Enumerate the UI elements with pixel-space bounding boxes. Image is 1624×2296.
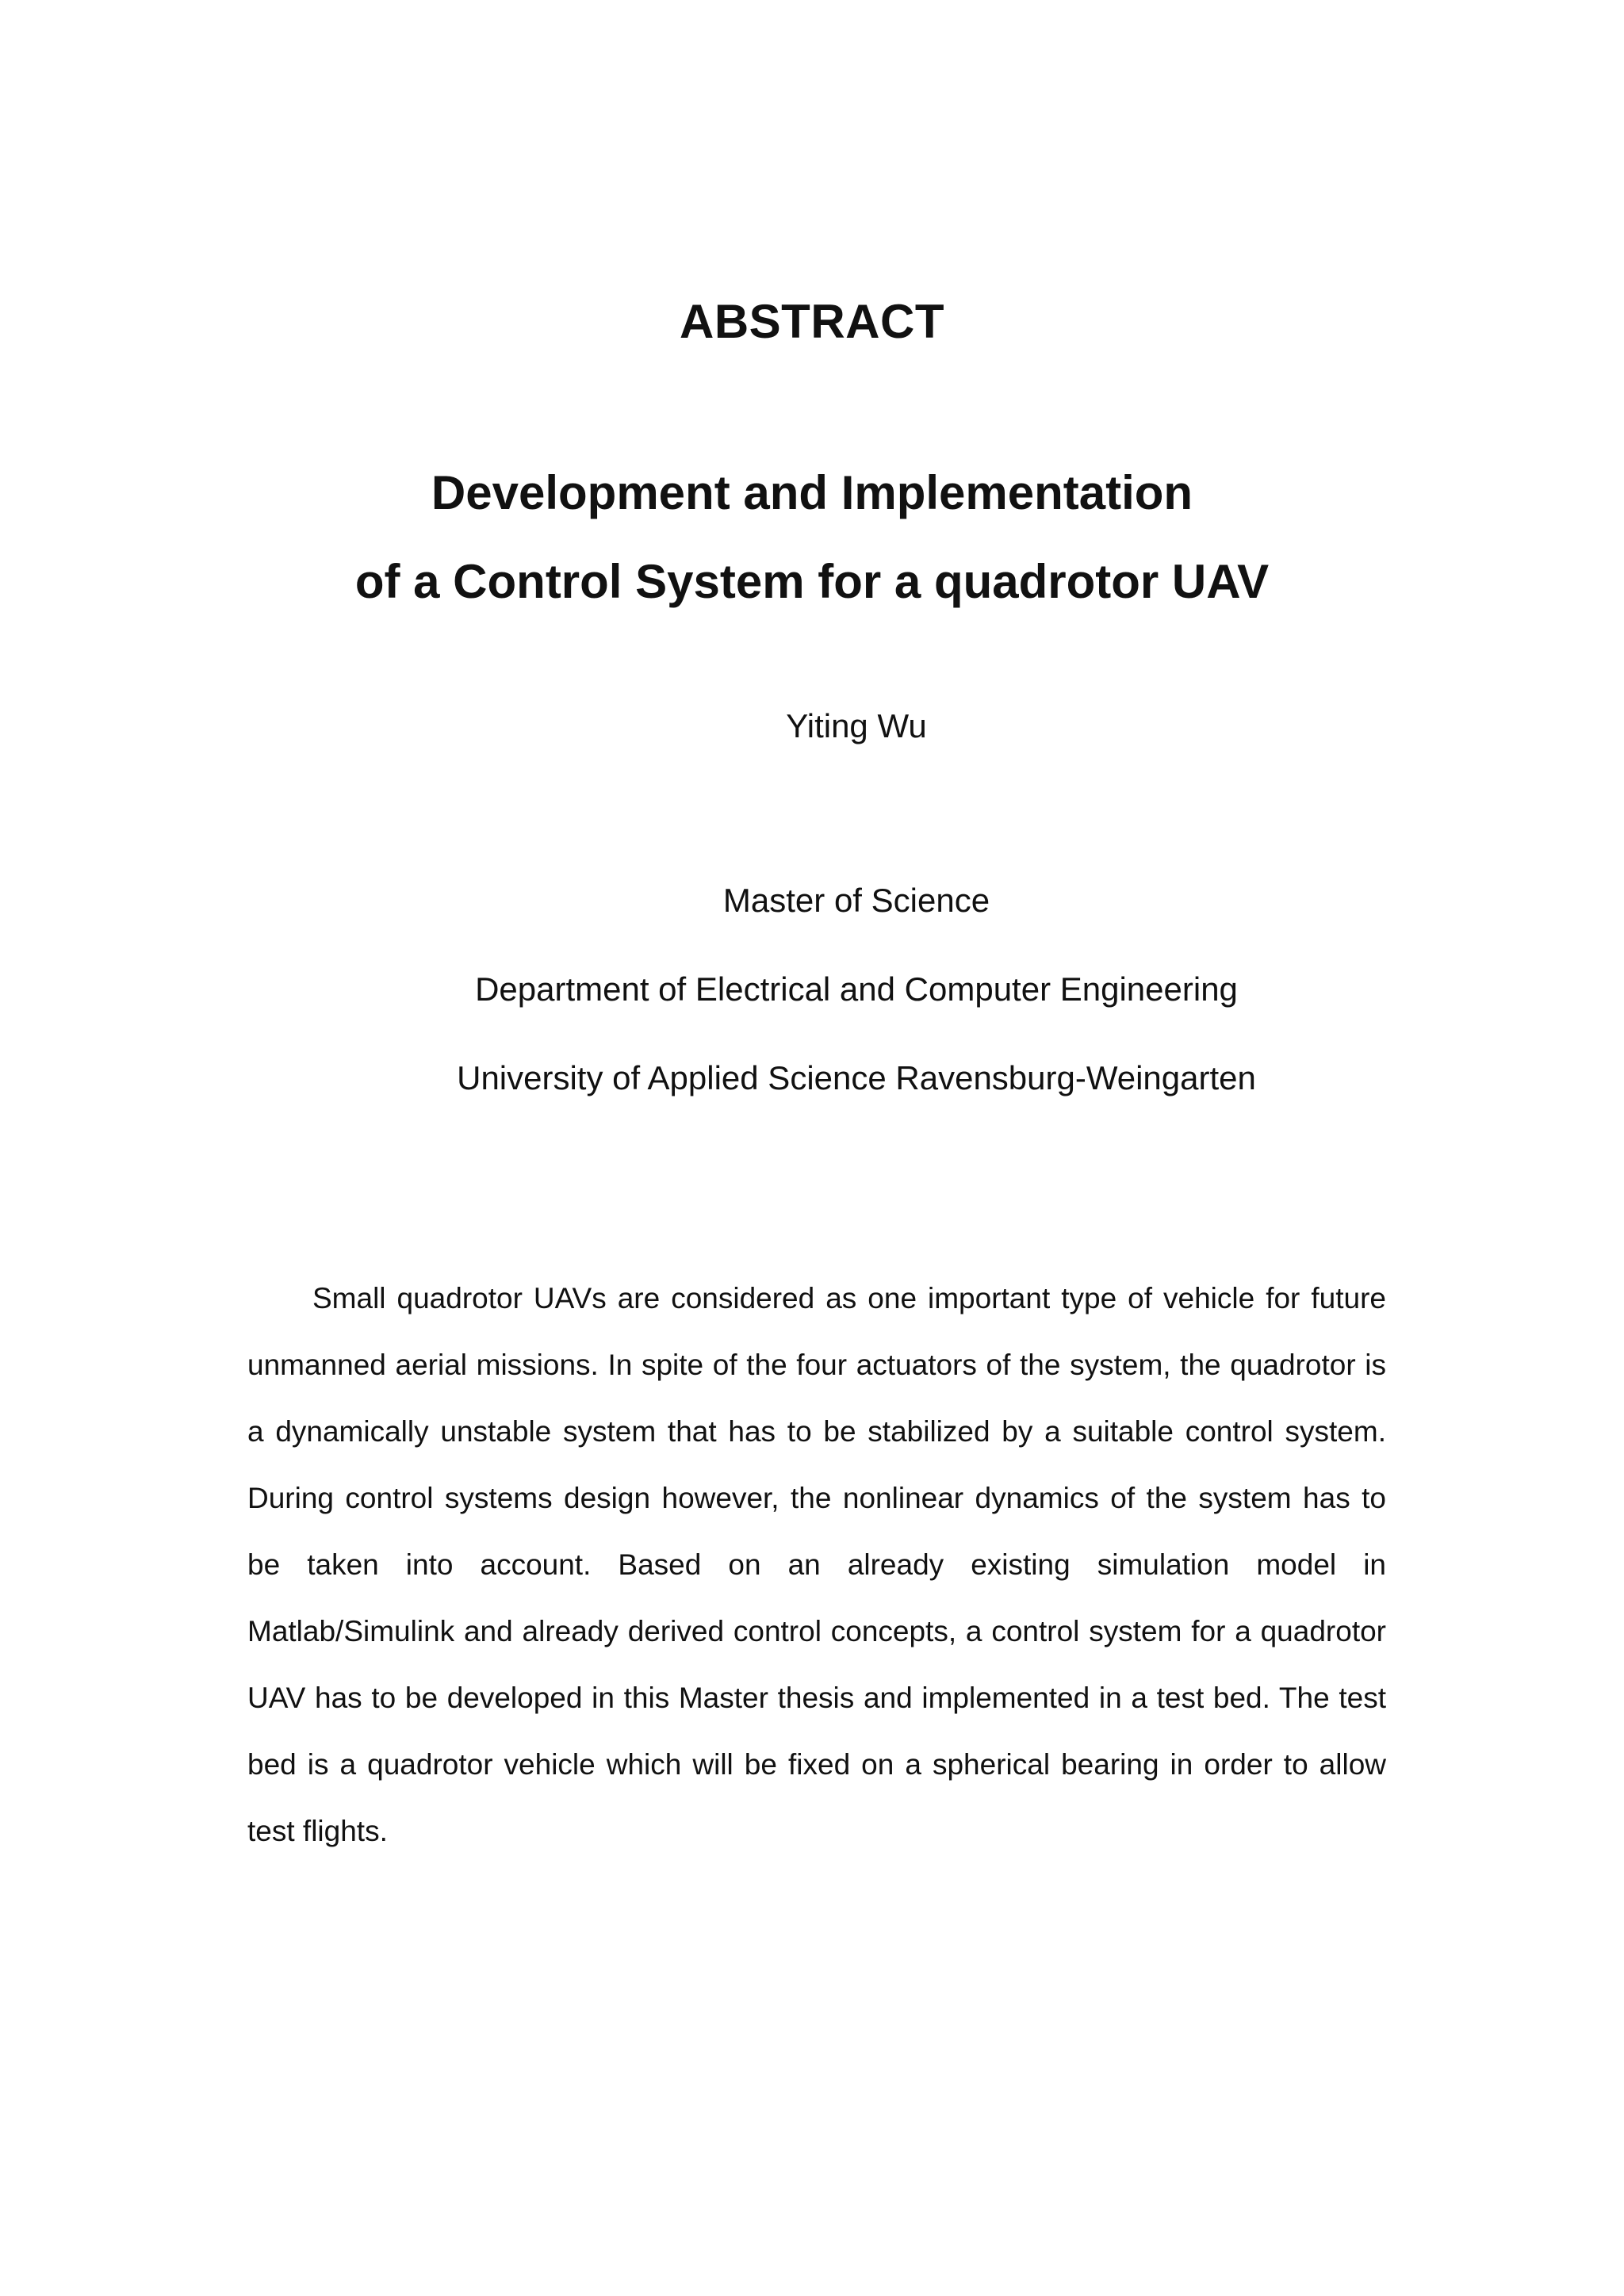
department: Department of Electrical and Computer Engineering xyxy=(475,970,1238,1008)
university: University of Applied Science Ravensburg-Weingarten xyxy=(457,1059,1256,1096)
thesis-title-line-2: of a Control System for a quadrotor UAV xyxy=(354,555,1270,608)
author-name: Yiting Wu xyxy=(786,707,927,744)
abstract-paragraph: Small quadrotor UAVs are considered as one important type of vehicle for future unmanned aerial missions. In spite of the four actuators of the system, the quadrotor is a dynamically unstable system that has to be stabilized by a suitable control system. During control systems design however, the nonlinear dynamics of the system has to be taken into account. Based on an already existing simulation model in Matlab/Simulink and already derived control concepts, a control system for a quadrotor UAV has to be developed in this Master thesis and implemented in a test bed. The test bed is a quadrotor vehicle which will be fixed on a spherical bearing in order to allow test flights. xyxy=(247,1282,1386,1847)
abstract-body xyxy=(247,1265,1386,1865)
degree: Master of Science xyxy=(722,882,990,919)
thesis-title-line-1: Development and Implementation xyxy=(431,466,1193,519)
section-heading: ABSTRACT xyxy=(680,295,944,348)
thesis-title xyxy=(0,449,1624,626)
